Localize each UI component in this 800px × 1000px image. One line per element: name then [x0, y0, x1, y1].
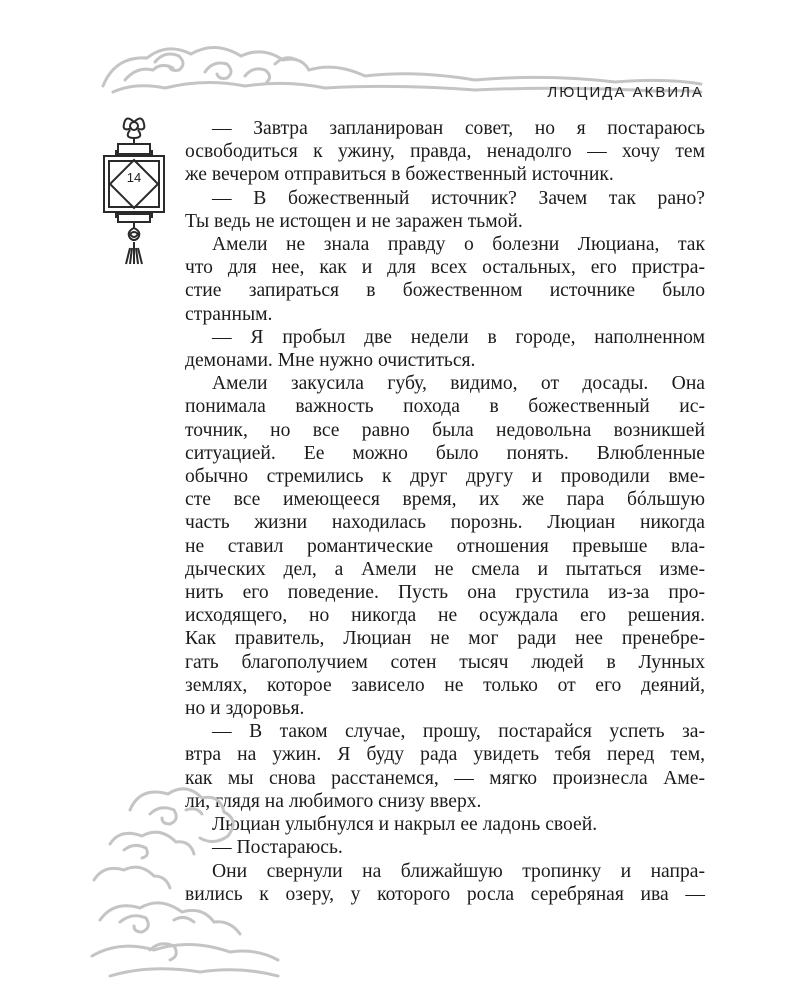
text-line: — В божественный источник? Зачем так рано? — [212, 187, 705, 209]
text-line: — Постараюсь. — [212, 837, 343, 859]
text-line: Амели не знала правду о болезни Люциана, так — [212, 234, 705, 256]
text-line: гать благополучием сотен тысяч людей в Лунных — [185, 651, 705, 673]
paragraph — [185, 372, 705, 720]
text-line: втра на ужин. Я буду рада увидеть тебя перед тем, — [185, 744, 705, 766]
text-line: не ставил романтические отношения превыше вла- — [185, 535, 705, 557]
text-line: понимала важность похода в божественный ис- — [185, 396, 705, 418]
text-line: освободиться к ужину, правда, ненадолго — хочу тем — [185, 141, 705, 163]
text-line: Как правитель, Люциан не мог ради нее пренебре- — [185, 628, 705, 650]
text-line: вились к озеру, у которого росла серебряная ива — — [185, 883, 705, 905]
text-line: Они свернули на ближайшую тропинку и напра- — [212, 860, 705, 882]
text-line: ли, глядя на любимого снизу вверх. — [185, 790, 482, 812]
paragraph — [185, 187, 705, 233]
text-line: странным. — [185, 303, 273, 325]
paragraph — [185, 326, 705, 372]
cloud-ornament-bottom — [90, 780, 280, 990]
text-line: что для нее, как и для всех остальных, его пристра- — [185, 257, 705, 279]
text-line: часть жизни находилась порознь. Люциан никогда — [185, 512, 705, 534]
text-line: как мы снова расстанемся, — мягко произнесла Аме- — [185, 767, 705, 789]
text-line: — Завтра запланирован совет, но я постараюсь — [212, 118, 705, 139]
text-line: точник, но все равно была недовольна возникшей — [185, 419, 705, 441]
text-line: ситуацией. Ее можно было понять. Влюбленные — [185, 442, 705, 464]
text-line: дыческих дел, а Амели не смела и пытаться изме- — [185, 558, 705, 580]
text-line: землях, которое зависело не только от его деяний, — [185, 674, 705, 696]
text-line: обычно стремились к друг другу и проводили вме- — [185, 466, 705, 488]
running-head: ЛЮЦИДА АКВИЛА — [547, 84, 704, 101]
text-line: — В таком случае, прошу, постарайся успеть за- — [212, 721, 705, 743]
hanging-knot-ornament — [96, 116, 172, 266]
text-line: Люциан улыбнулся и накрыл ее ладонь своей. — [212, 814, 598, 836]
text-line: нить его поведение. Пусть она грустила из-за про- — [185, 582, 705, 604]
paragraph — [185, 117, 705, 187]
text-line: стие запираться в божественном источнике было — [185, 280, 705, 302]
text-line: Ты ведь не истощен и не заражен тьмой. — [185, 210, 523, 232]
text-line: демонами. Мне нужно очиститься. — [185, 350, 476, 372]
text-line: Амели закусила губу, видимо, от досады. Она — [212, 373, 705, 395]
page-number: 14 — [126, 170, 142, 185]
paragraph — [185, 233, 705, 326]
text-line: — Я пробыл две недели в городе, наполненном — [212, 326, 705, 348]
text-line: но и здоровья. — [185, 698, 305, 720]
text-line: же вечером отправиться в божественный источник. — [185, 164, 614, 186]
text-line: исходящего, но никогда не осуждала его решения. — [185, 605, 705, 627]
text-line: сте все имеющееся время, их же пара бóльшую — [185, 489, 705, 511]
